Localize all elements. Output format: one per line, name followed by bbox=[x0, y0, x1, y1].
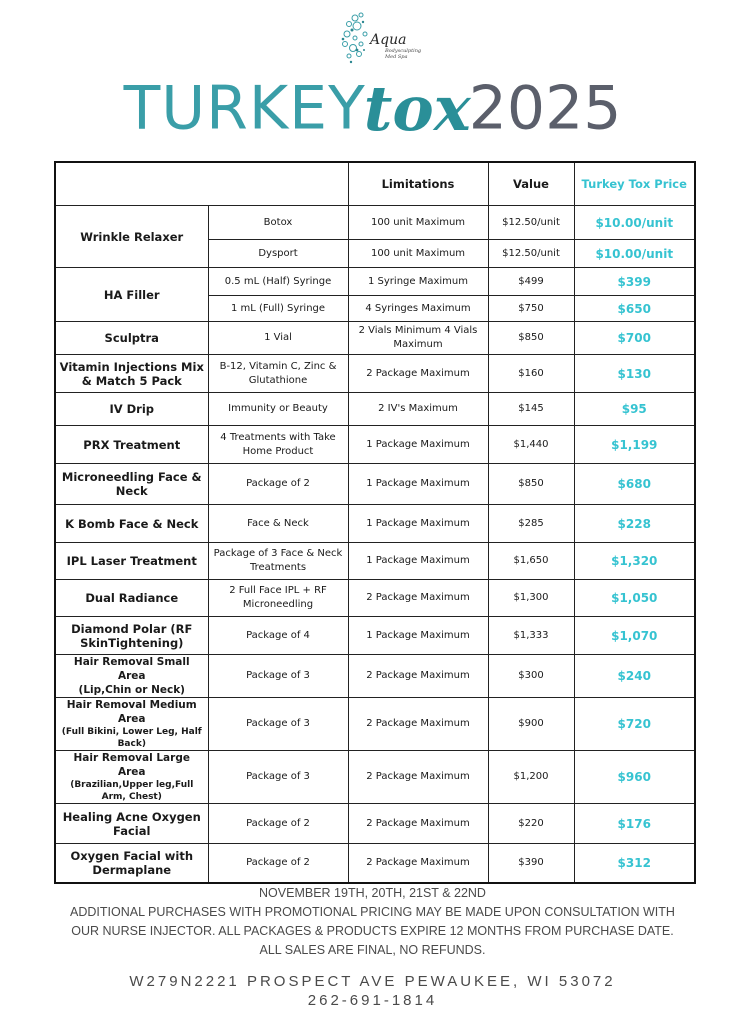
treatment-item: Botox bbox=[208, 206, 348, 240]
promo-price: $130 bbox=[574, 355, 695, 393]
table-row bbox=[55, 355, 695, 393]
value: $285 bbox=[488, 505, 574, 543]
treatment-item: Package of 2 bbox=[208, 804, 348, 844]
table-row bbox=[55, 543, 695, 580]
value: $12.50/unit bbox=[488, 240, 574, 268]
treatment-name bbox=[55, 751, 208, 804]
limitation: 2 IV's Maximum bbox=[348, 393, 488, 426]
treatment-name: K Bomb Face & Neck bbox=[55, 505, 208, 543]
limitation: 1 Syringe Maximum bbox=[348, 268, 488, 296]
value: $12.50/unit bbox=[488, 206, 574, 240]
value: $850 bbox=[488, 464, 574, 505]
treatment-name: IPL Laser Treatment bbox=[55, 543, 208, 580]
value: $850 bbox=[488, 322, 574, 355]
table-row bbox=[55, 393, 695, 426]
treatment-name-main: Hair Removal Small Area bbox=[73, 656, 190, 682]
value: $220 bbox=[488, 804, 574, 844]
value: $750 bbox=[488, 296, 574, 322]
promo-price: $680 bbox=[574, 464, 695, 505]
limitation: 2 Package Maximum bbox=[348, 804, 488, 844]
limitation: 4 Syringes Maximum bbox=[348, 296, 488, 322]
limitation: 2 Package Maximum bbox=[348, 844, 488, 883]
promo-price: $228 bbox=[574, 505, 695, 543]
table-row bbox=[55, 426, 695, 464]
address: W279N2221 PROSPECT AVE PEWAUKEE, WI 53072 bbox=[129, 973, 616, 990]
promo-price: $95 bbox=[574, 393, 695, 426]
limitation: 100 unit Maximum bbox=[348, 240, 488, 268]
promo-price: $240 bbox=[574, 655, 695, 698]
value: $145 bbox=[488, 393, 574, 426]
treatment-item: 2 Full Face IPL + RF Microneedling bbox=[208, 580, 348, 617]
treatment-item: Package of 3 Face & Neck Treatments bbox=[208, 543, 348, 580]
value: $1,440 bbox=[488, 426, 574, 464]
treatment-item: Package of 3 bbox=[208, 751, 348, 804]
phone-number: 262-691-1814 bbox=[307, 992, 438, 1009]
promo-price: $1,199 bbox=[574, 426, 695, 464]
promo-price: $312 bbox=[574, 844, 695, 883]
promo-price: $399 bbox=[574, 268, 695, 296]
treatment-name: Vitamin Injections Mix & Match 5 Pack bbox=[55, 355, 208, 393]
limitation: 100 unit Maximum bbox=[348, 206, 488, 240]
limitation: 2 Package Maximum bbox=[348, 698, 488, 751]
table-row bbox=[55, 505, 695, 543]
logo-subtext: Bodysculpting Med Spa bbox=[385, 48, 422, 60]
treatment-item: Immunity or Beauty bbox=[208, 393, 348, 426]
treatment-item: 1 Vial bbox=[208, 322, 348, 355]
header-value: Value bbox=[488, 162, 574, 206]
contact-info bbox=[0, 972, 745, 1010]
header-limitations: Limitations bbox=[348, 162, 488, 206]
limitation: 1 Package Maximum bbox=[348, 505, 488, 543]
treatment-name: PRX Treatment bbox=[55, 426, 208, 464]
limitation: 1 Package Maximum bbox=[348, 617, 488, 655]
treatment-name: Sculptra bbox=[55, 322, 208, 355]
promo-price: $1,320 bbox=[574, 543, 695, 580]
value: $1,650 bbox=[488, 543, 574, 580]
value: $900 bbox=[488, 698, 574, 751]
treatment-item: Package of 2 bbox=[208, 844, 348, 883]
promo-price: $10.00/unit bbox=[574, 240, 695, 268]
treatment-item: Package of 4 bbox=[208, 617, 348, 655]
limitation: 2 Package Maximum bbox=[348, 580, 488, 617]
promo-price: $700 bbox=[574, 322, 695, 355]
terms-line-1: ADDITIONAL PURCHASES WITH PROMOTIONAL PRICING MAY BE MADE UPON CONSULTATION WITH bbox=[70, 905, 675, 919]
table-row bbox=[55, 580, 695, 617]
table-header-row bbox=[55, 162, 695, 206]
table-row bbox=[55, 322, 695, 355]
table-row bbox=[55, 804, 695, 844]
promo-price: $720 bbox=[574, 698, 695, 751]
limitation: 1 Package Maximum bbox=[348, 426, 488, 464]
treatment-item: 0.5 mL (Half) Syringe bbox=[208, 268, 348, 296]
treatment-item: 1 mL (Full) Syringe bbox=[208, 296, 348, 322]
treatment-name: Wrinkle Relaxer bbox=[55, 206, 208, 268]
title-turkey: TURKEY bbox=[123, 73, 366, 144]
treatment-name: IV Drip bbox=[55, 393, 208, 426]
treatment-name: HA Filler bbox=[55, 268, 208, 322]
pricing-table bbox=[54, 161, 696, 884]
table-row bbox=[55, 464, 695, 505]
promo-terms bbox=[0, 884, 745, 960]
treatment-name-main: Hair Removal Medium Area bbox=[66, 699, 197, 725]
promo-price: $176 bbox=[574, 804, 695, 844]
treatment-name-detail: (Brazilian,Upper leg,Full Arm, Chest) bbox=[70, 780, 194, 802]
limitation: 1 Package Maximum bbox=[348, 464, 488, 505]
treatment-name: Diamond Polar (RF SkinTightening) bbox=[55, 617, 208, 655]
title-year: 2025 bbox=[468, 73, 622, 144]
treatment-name: Healing Acne Oxygen Facial bbox=[55, 804, 208, 844]
treatment-name bbox=[55, 698, 208, 751]
terms-line-2: OUR NURSE INJECTOR. ALL PACKAGES & PRODUCTS EXPIRE 12 MONTHS FROM PURCHASE DATE. bbox=[71, 924, 674, 938]
terms-line-3: ALL SALES ARE FINAL, NO REFUNDS. bbox=[259, 943, 486, 957]
treatment-item: Face & Neck bbox=[208, 505, 348, 543]
table-row bbox=[55, 751, 695, 804]
promo-price: $650 bbox=[574, 296, 695, 322]
table-row bbox=[55, 268, 695, 296]
limitation: 2 Vials Minimum 4 Vials Maximum bbox=[348, 322, 488, 355]
value: $1,300 bbox=[488, 580, 574, 617]
event-dates: NOVEMBER 19TH, 20TH, 21ST & 22ND bbox=[259, 886, 486, 900]
limitation: 2 Package Maximum bbox=[348, 355, 488, 393]
value: $390 bbox=[488, 844, 574, 883]
treatment-item: Package of 2 bbox=[208, 464, 348, 505]
treatment-item: B-12, Vitamin C, Zinc & Glutathione bbox=[208, 355, 348, 393]
value: $300 bbox=[488, 655, 574, 698]
promo-price: $10.00/unit bbox=[574, 206, 695, 240]
logo-text: Aqua bbox=[370, 32, 407, 48]
promo-price: $960 bbox=[574, 751, 695, 804]
header-blank bbox=[55, 162, 348, 206]
treatment-name-detail: (Lip,Chin or Neck) bbox=[78, 684, 185, 696]
value: $499 bbox=[488, 268, 574, 296]
table-row bbox=[55, 655, 695, 698]
header-turkey-tox-price: Turkey Tox Price bbox=[574, 162, 695, 206]
treatment-name: Microneedling Face & Neck bbox=[55, 464, 208, 505]
limitation: 1 Package Maximum bbox=[348, 543, 488, 580]
treatment-name-main: Hair Removal Large Area bbox=[73, 752, 190, 778]
promo-price: $1,050 bbox=[574, 580, 695, 617]
treatment-item: Dysport bbox=[208, 240, 348, 268]
table-row bbox=[55, 206, 695, 240]
limitation: 2 Package Maximum bbox=[348, 751, 488, 804]
treatment-name-detail: (Full Bikini, Lower Leg, Half Back) bbox=[61, 727, 202, 749]
table-row bbox=[55, 617, 695, 655]
table-row bbox=[55, 698, 695, 751]
treatment-item: Package of 3 bbox=[208, 698, 348, 751]
value: $1,333 bbox=[488, 617, 574, 655]
promo-price: $1,070 bbox=[574, 617, 695, 655]
page-title bbox=[0, 68, 745, 148]
value: $1,200 bbox=[488, 751, 574, 804]
treatment-item: 4 Treatments with Take Home Product bbox=[208, 426, 348, 464]
treatment-name: Dual Radiance bbox=[55, 580, 208, 617]
table-row bbox=[55, 844, 695, 883]
title-tox: tox bbox=[363, 71, 471, 145]
value: $160 bbox=[488, 355, 574, 393]
treatment-name bbox=[55, 655, 208, 698]
limitation: 2 Package Maximum bbox=[348, 655, 488, 698]
treatment-name: Oxygen Facial with Dermaplane bbox=[55, 844, 208, 883]
treatment-item: Package of 3 bbox=[208, 655, 348, 698]
